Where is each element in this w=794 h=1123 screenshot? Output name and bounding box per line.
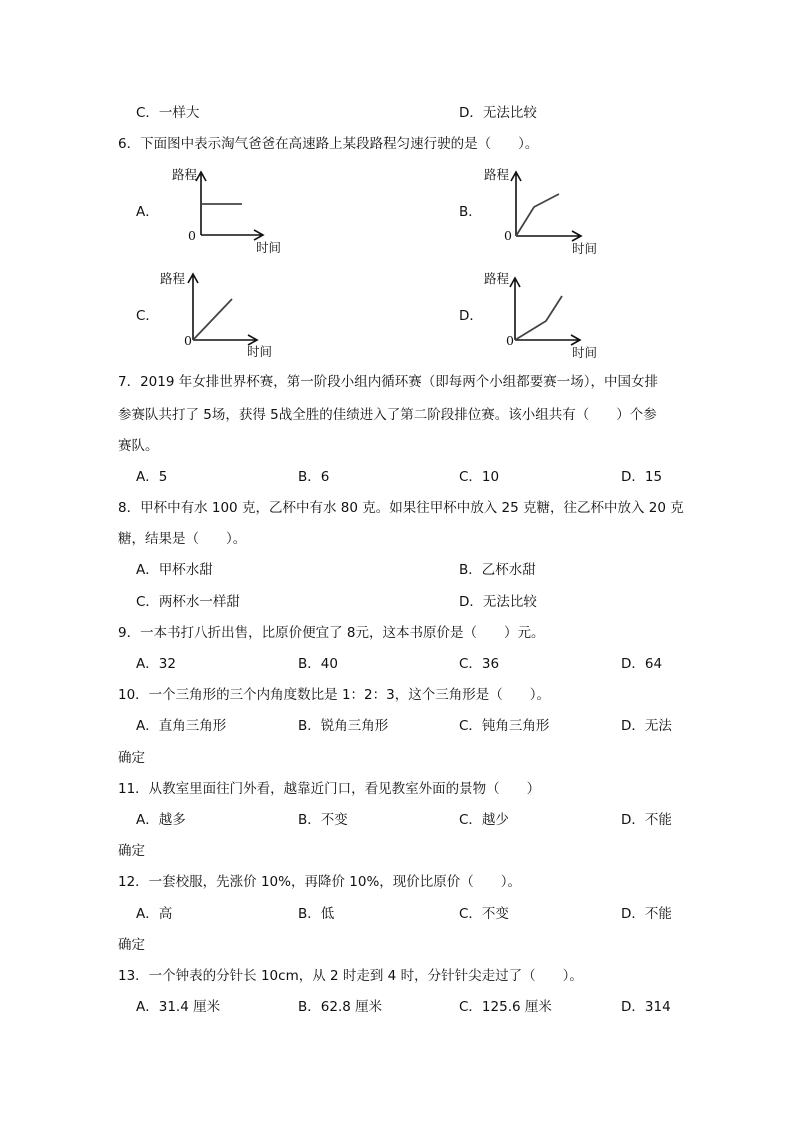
q7-stem-line3: 赛队。 [118,438,159,454]
graph-d-line [515,296,562,340]
q10-option-d-continued: 确定 [118,750,145,766]
q6-graph-a [150,160,290,264]
q10-option-c: C．钝角三角形 [459,718,550,734]
q10-option-b: B．锐角三角形 [298,718,389,734]
q7-option-b: B．6 [298,469,330,485]
graph-a-origin: 0 [188,228,196,243]
q13-option-d: D．314 [621,999,671,1015]
graph-d-x-label: 时间 [572,345,598,360]
q8-option-c: C．两杯水一样甜 [136,594,240,610]
graph-c-line [193,299,232,340]
q7-option-c: C．10 [459,469,500,485]
q12-option-b: B．低 [298,906,335,922]
q9-option-c: C．36 [459,656,500,672]
graph-b-origin: 0 [504,228,512,243]
q6-option-d: D． [459,308,483,324]
q6-option-c: C． [136,308,159,324]
q5-option-d: D．无法比较 [459,105,537,121]
q12-option-d-continued: 确定 [118,937,145,953]
graph-b-line [516,194,559,236]
graph-b-x-label: 时间 [572,241,598,256]
q9-option-a: A．32 [136,656,176,672]
q12-option-c: C．不变 [459,906,509,922]
q7-stem-line1: 7．2019 年女排世界杯赛，第一阶段小组内循环赛（即每两个小组都要赛一场），中国女排 [118,374,658,390]
graph-a-y-label: 路程 [172,167,198,182]
q8-stem-line1: 8．甲杯中有水 100 克，乙杯中有水 80 克。如果往甲杯中放入 25 克糖，往乙杯中放入 20 克 [118,500,684,516]
q9-option-b: B．40 [298,656,338,672]
q11-option-d-continued: 确定 [118,843,145,859]
graph-c-x-label: 时间 [247,344,273,359]
q11-option-a: A．越多 [136,812,186,828]
graph-d-origin: 0 [506,333,514,348]
q9-stem: 9．一本书打八折出售，比原价便宜了 8元，这本书原价是（ ）元。 [118,625,545,641]
graph-b-y-label: 路程 [484,167,510,182]
q6-option-a: A． [136,204,159,220]
q11-option-c: C．越少 [459,812,509,828]
graph-d-y-label: 路程 [484,271,510,286]
q12-option-a: A．高 [136,906,173,922]
q11-option-b: B．不变 [298,812,348,828]
q8-option-b: B．乙杯水甜 [459,562,536,578]
q6-graph-d [468,264,608,368]
q11-stem: 11．从教室里面往门外看，越靠近门口，看见教室外面的景物（ ） [118,781,541,797]
q13-stem: 13．一个钟表的分针长 10cm，从 2 时走到 4 时，分针针尖走过了（ ）。 [118,968,583,984]
graph-a-x-label: 时间 [256,240,282,255]
q7-option-a: A．5 [136,469,168,485]
q6-option-b: B． [459,204,482,220]
q10-stem: 10．一个三角形的三个内角度数比是 1：2：3，这个三角形是（ ）。 [118,687,550,703]
q12-option-d: D．不能 [621,906,672,922]
q9-option-d: D．64 [621,656,663,672]
q13-option-c: C．125.6 厘米 [459,999,552,1015]
q5-option-c: C．一样大 [136,105,200,121]
q7-option-d: D．15 [621,469,663,485]
q8-option-a: A．甲杯水甜 [136,562,213,578]
q8-stem-line2: 糖，结果是（ ）。 [118,531,247,547]
q11-option-d: D．不能 [621,812,672,828]
q6-graph-b [468,160,608,264]
q12-stem: 12．一套校服，先涨价 10%，再降价 10%，现价比原价（ ）。 [118,874,522,890]
q13-option-b: B．62.8 厘米 [298,999,383,1015]
q6-graph-c [148,264,288,368]
q10-option-d: D．无法 [621,718,672,734]
q10-option-a: A．直角三角形 [136,718,227,734]
q13-option-a: A．31.4 厘米 [136,999,221,1015]
q6-stem: 6．下面图中表示淘气爸爸在高速路上某段路程匀速行驶的是（ ）。 [118,136,539,152]
q7-stem-line2: 参赛队共打了 5场，获得 5战全胜的佳绩进入了第二阶段排位赛。该小组共有（ ）个参 [118,407,657,423]
graph-c-origin: 0 [184,333,192,348]
q8-option-d: D．无法比较 [459,594,537,610]
graph-c-y-label: 路程 [160,271,186,286]
